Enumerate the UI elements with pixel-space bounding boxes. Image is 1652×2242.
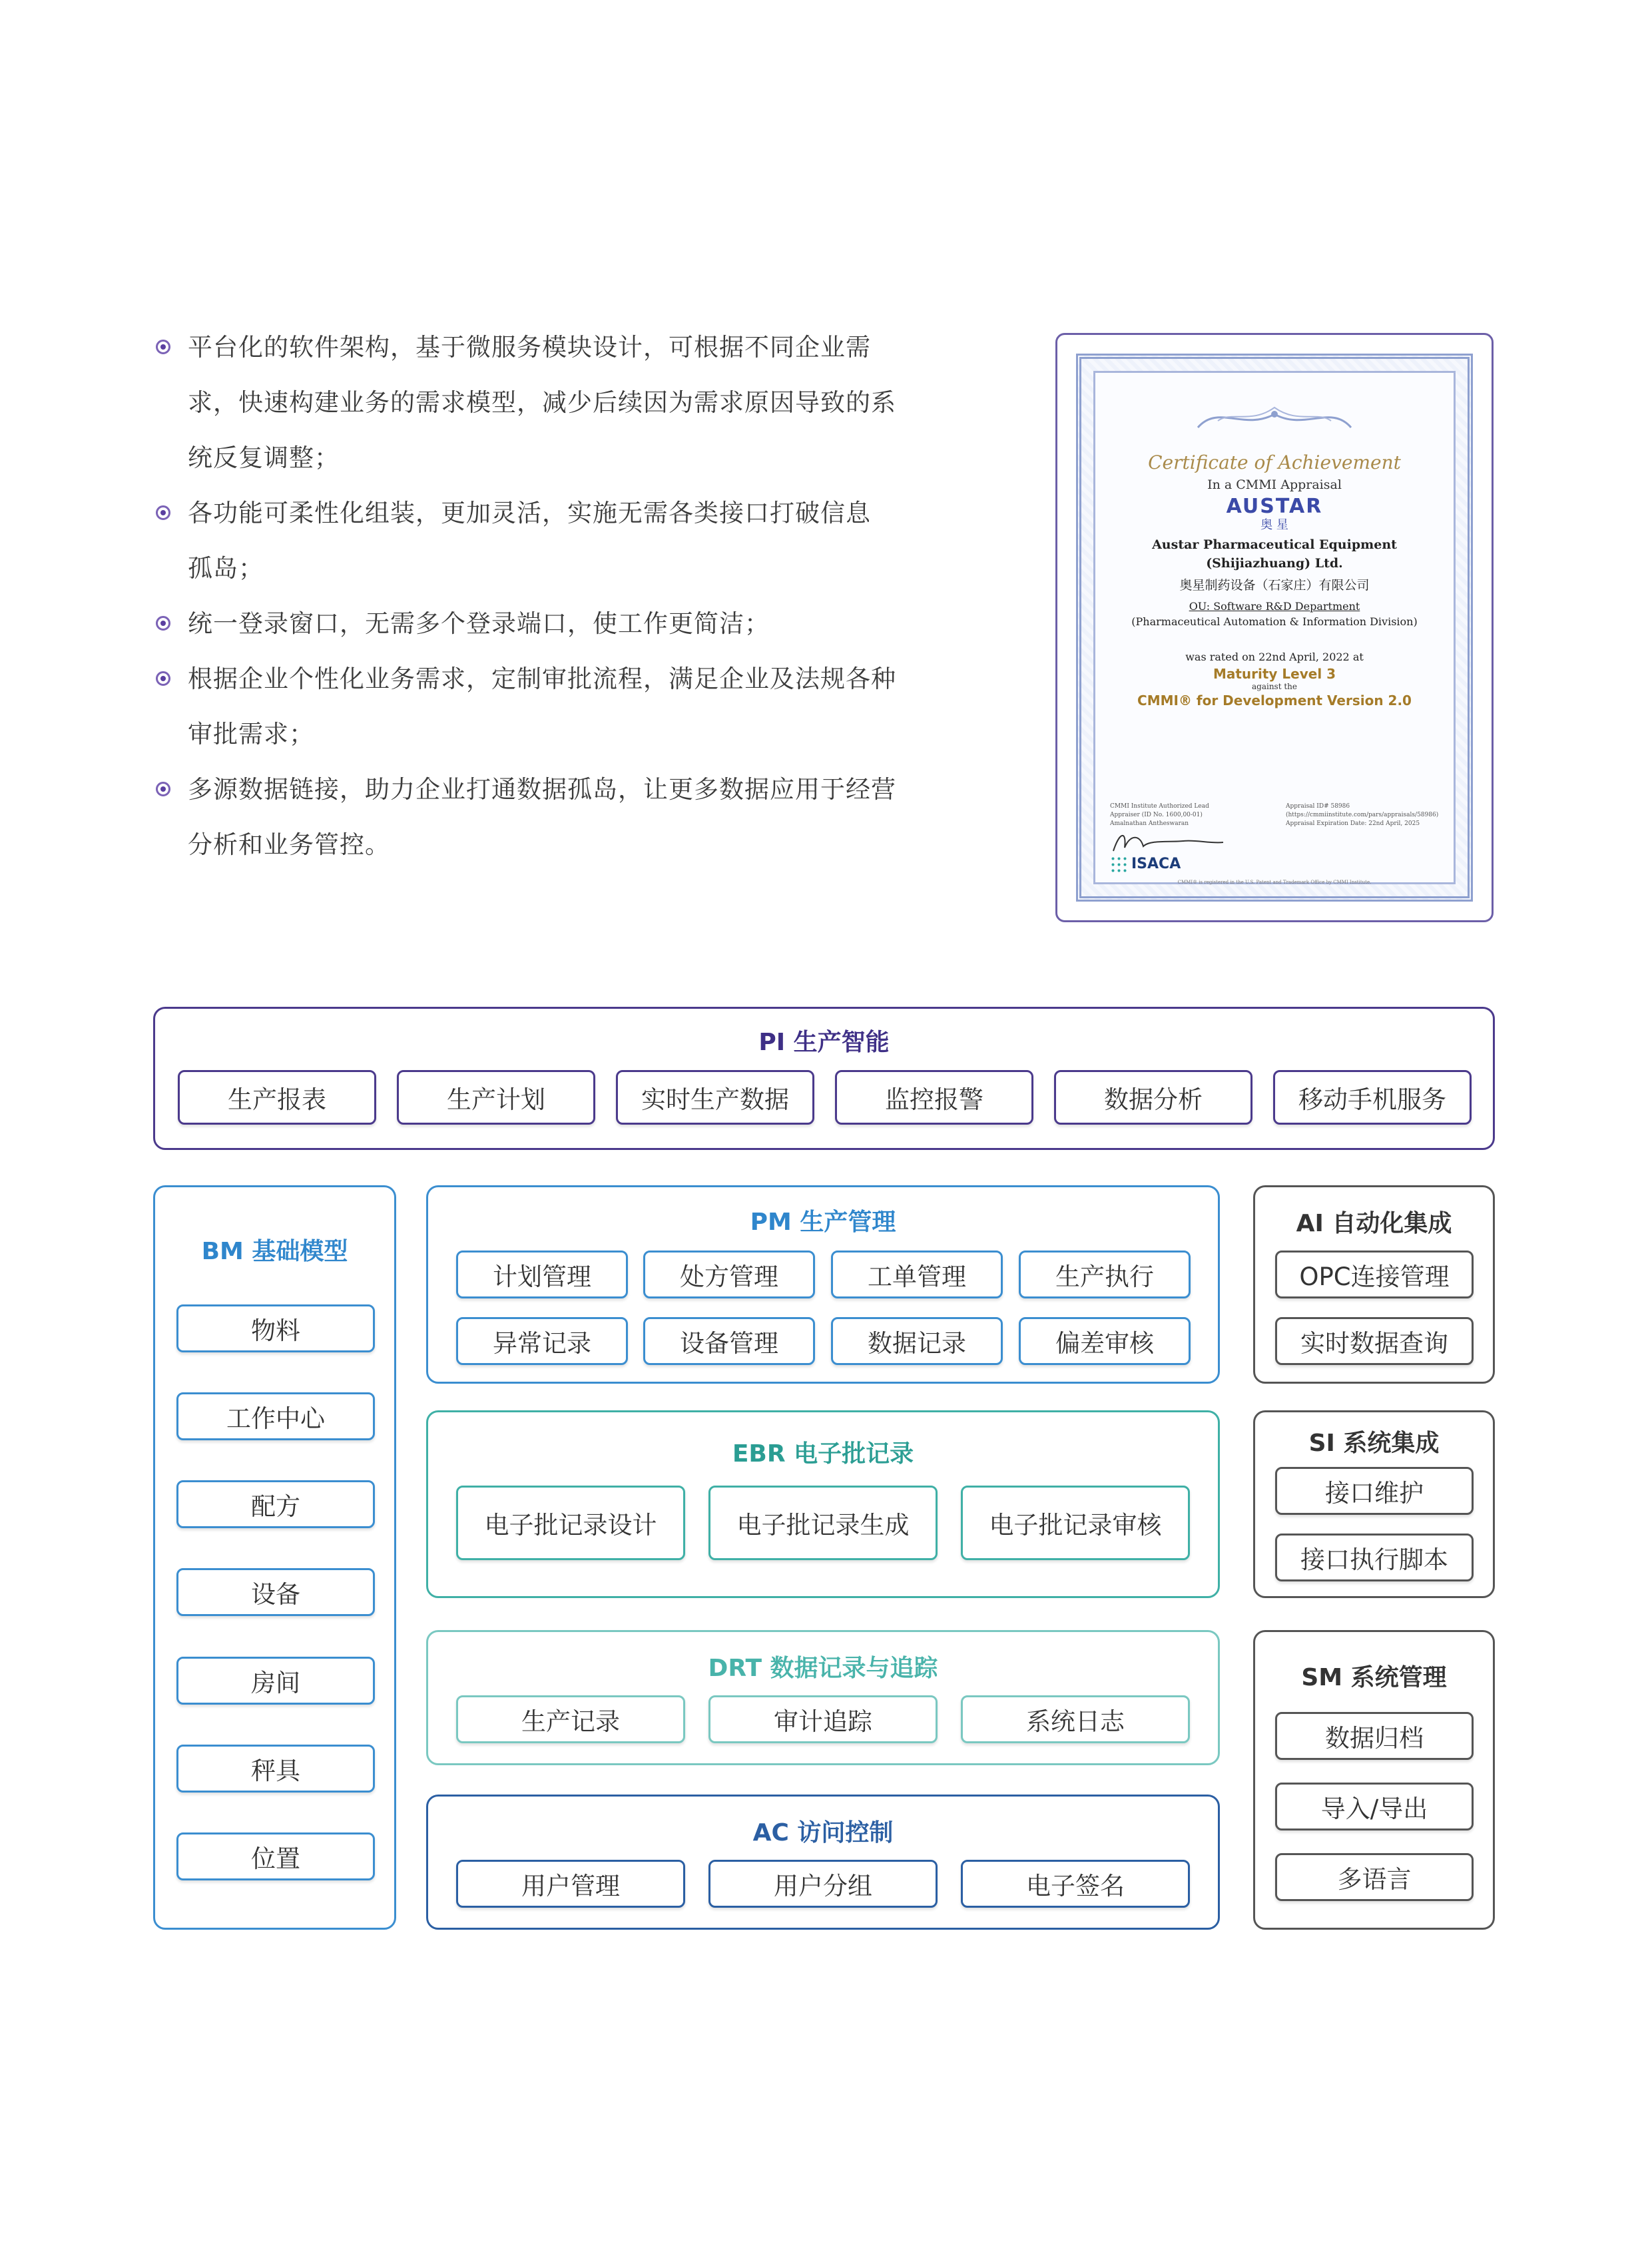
certificate-appraiser: CMMI Institute Authorized Lead Appraiser (ID No. 1600,00-01) Amalnathan Antheswaran — [1110, 803, 1209, 827]
feature-item: 根据企业个性化业务需求，定制审批流程，满足企业及法规各种 审批需求； — [153, 651, 919, 762]
ebr-item: 电子批记录设计 — [456, 1486, 685, 1560]
feature-item: 多源数据链接，助力企业打通数据孤岛，让更多数据应用于经营 分析和业务管控。 — [153, 762, 919, 872]
signature-icon — [1110, 828, 1230, 854]
certificate-division: (Pharmaceutical Automation & Information Division) — [1131, 615, 1418, 628]
certificate-body — [1093, 371, 1456, 884]
ebr-item: 电子批记录审核 — [961, 1486, 1190, 1560]
ac-item: 用户管理 — [456, 1860, 685, 1908]
scroll-ornament-icon — [1191, 401, 1358, 434]
sm-item: 多语言 — [1275, 1853, 1474, 1901]
bm-item: 设备 — [176, 1568, 375, 1616]
feature-item: 平台化的软件架构，基于微服务模块设计，可根据不同企业需 求，快速构建业务的需求模型，减少后续因为需求原因导致的系 统反复调整； — [153, 320, 919, 485]
isaca-logo: ISACA — [1110, 856, 1181, 873]
pm-module — [426, 1185, 1220, 1384]
pm-item: 异常记录 — [456, 1317, 628, 1365]
bm-title: BM 基础模型 — [201, 1238, 348, 1265]
certificate-fine-print: CMMI® is registered in the U.S. Patent and Trademark Office by CMMI Institute. — [1177, 880, 1372, 885]
ebr-title: EBR 电子批记录 — [732, 1440, 914, 1468]
pi-title: PI 生产智能 — [758, 1029, 890, 1056]
drt-item: 系统日志 — [961, 1695, 1190, 1743]
bm-item: 房间 — [176, 1657, 375, 1705]
ebr-module — [426, 1410, 1220, 1598]
pi-item: 实时生产数据 — [616, 1070, 814, 1125]
bm-item: 物料 — [176, 1304, 375, 1352]
si-module — [1253, 1410, 1495, 1598]
drt-module — [426, 1630, 1220, 1765]
bullet-dot-icon — [156, 340, 170, 354]
ai-item: 实时数据查询 — [1275, 1317, 1474, 1365]
pm-item: 数据记录 — [831, 1317, 1003, 1365]
certificate-appraisal: In a CMMI Appraisal — [1207, 477, 1342, 492]
isaca-mark-icon — [1110, 856, 1127, 873]
certificate-appraisal-info: Appraisal ID# 58986 (https://cmmiinstitute.com/pars/appraisals/58986) Appraisal Expiration Date: 22nd April, 2025 — [1286, 803, 1439, 827]
austar-logo: AUSTAR — [1226, 495, 1323, 518]
certificate-model: CMMI® for Development Version 2.0 — [1137, 693, 1412, 708]
certificate-company-cn: 奥星制药设备（石家庄）有限公司 — [1179, 578, 1370, 593]
drt-item: 生产记录 — [456, 1695, 685, 1743]
ebr-item: 电子批记录生成 — [708, 1486, 938, 1560]
sm-module — [1253, 1630, 1495, 1930]
bm-item: 位置 — [176, 1832, 375, 1880]
drt-item: 审计追踪 — [708, 1695, 938, 1743]
bullet-dot-icon — [156, 616, 170, 631]
cmmi-certificate — [1055, 333, 1494, 922]
si-item: 接口执行脚本 — [1275, 1534, 1474, 1581]
feature-item: 各功能可柔性化组装，更加灵活，实施无需各类接口打破信息 孤岛； — [153, 485, 919, 596]
pm-item: 工单管理 — [831, 1251, 1003, 1298]
certificate-rated: was rated on 22nd April, 2022 at — [1185, 651, 1364, 663]
austar-logo-cn: 奥 星 — [1260, 518, 1288, 532]
pi-item: 数据分析 — [1054, 1070, 1252, 1125]
certificate-level: Maturity Level 3 — [1213, 666, 1336, 682]
ac-item: 电子签名 — [961, 1860, 1190, 1908]
ai-module — [1253, 1185, 1495, 1384]
pi-item: 监控报警 — [835, 1070, 1033, 1125]
pm-item: 计划管理 — [456, 1251, 628, 1298]
certificate-title: Certificate of Achievement — [1148, 451, 1401, 473]
sm-item: 数据归档 — [1275, 1712, 1474, 1760]
pi-item: 生产报表 — [178, 1070, 376, 1125]
ac-title: AC 访问控制 — [752, 1819, 894, 1846]
pi-item: 生产计划 — [397, 1070, 595, 1125]
certificate-border — [1076, 354, 1473, 902]
si-item: 接口维护 — [1275, 1467, 1474, 1515]
drt-title: DRT 数据记录与追踪 — [708, 1655, 938, 1682]
pm-item: 处方管理 — [643, 1251, 815, 1298]
bullet-dot-icon — [156, 782, 170, 796]
sm-title: SM 系统管理 — [1301, 1664, 1447, 1691]
bm-item: 配方 — [176, 1480, 375, 1528]
certificate-ou: OU: Software R&D Department — [1189, 600, 1360, 613]
sm-item: 导入/导出 — [1275, 1783, 1474, 1830]
ac-item: 用户分组 — [708, 1860, 938, 1908]
pi-module — [153, 1007, 1495, 1150]
certificate-against: against the — [1251, 682, 1297, 691]
ai-item: OPC连接管理 — [1275, 1251, 1474, 1298]
certificate-footer — [1110, 802, 1439, 885]
pm-item: 偏差审核 — [1019, 1317, 1191, 1365]
bm-item: 工作中心 — [176, 1392, 375, 1440]
ai-title: AI 自动化集成 — [1296, 1210, 1452, 1237]
si-title: SI 系统集成 — [1308, 1430, 1440, 1457]
bm-module — [153, 1185, 396, 1930]
pm-title: PM 生产管理 — [750, 1209, 896, 1236]
feature-item: 统一登录窗口，无需多个登录端口，使工作更简洁； — [153, 596, 919, 651]
bm-item: 秤具 — [176, 1745, 375, 1793]
certificate-company: Austar Pharmaceutical Equipment (Shijiazhuang) Ltd. — [1152, 537, 1397, 571]
ac-module — [426, 1795, 1220, 1930]
bullet-dot-icon — [156, 505, 170, 520]
bullet-dot-icon — [156, 671, 170, 686]
pm-item: 设备管理 — [643, 1317, 815, 1365]
pi-item: 移动手机服务 — [1273, 1070, 1472, 1125]
feature-list — [153, 320, 919, 872]
pm-item: 生产执行 — [1019, 1251, 1191, 1298]
